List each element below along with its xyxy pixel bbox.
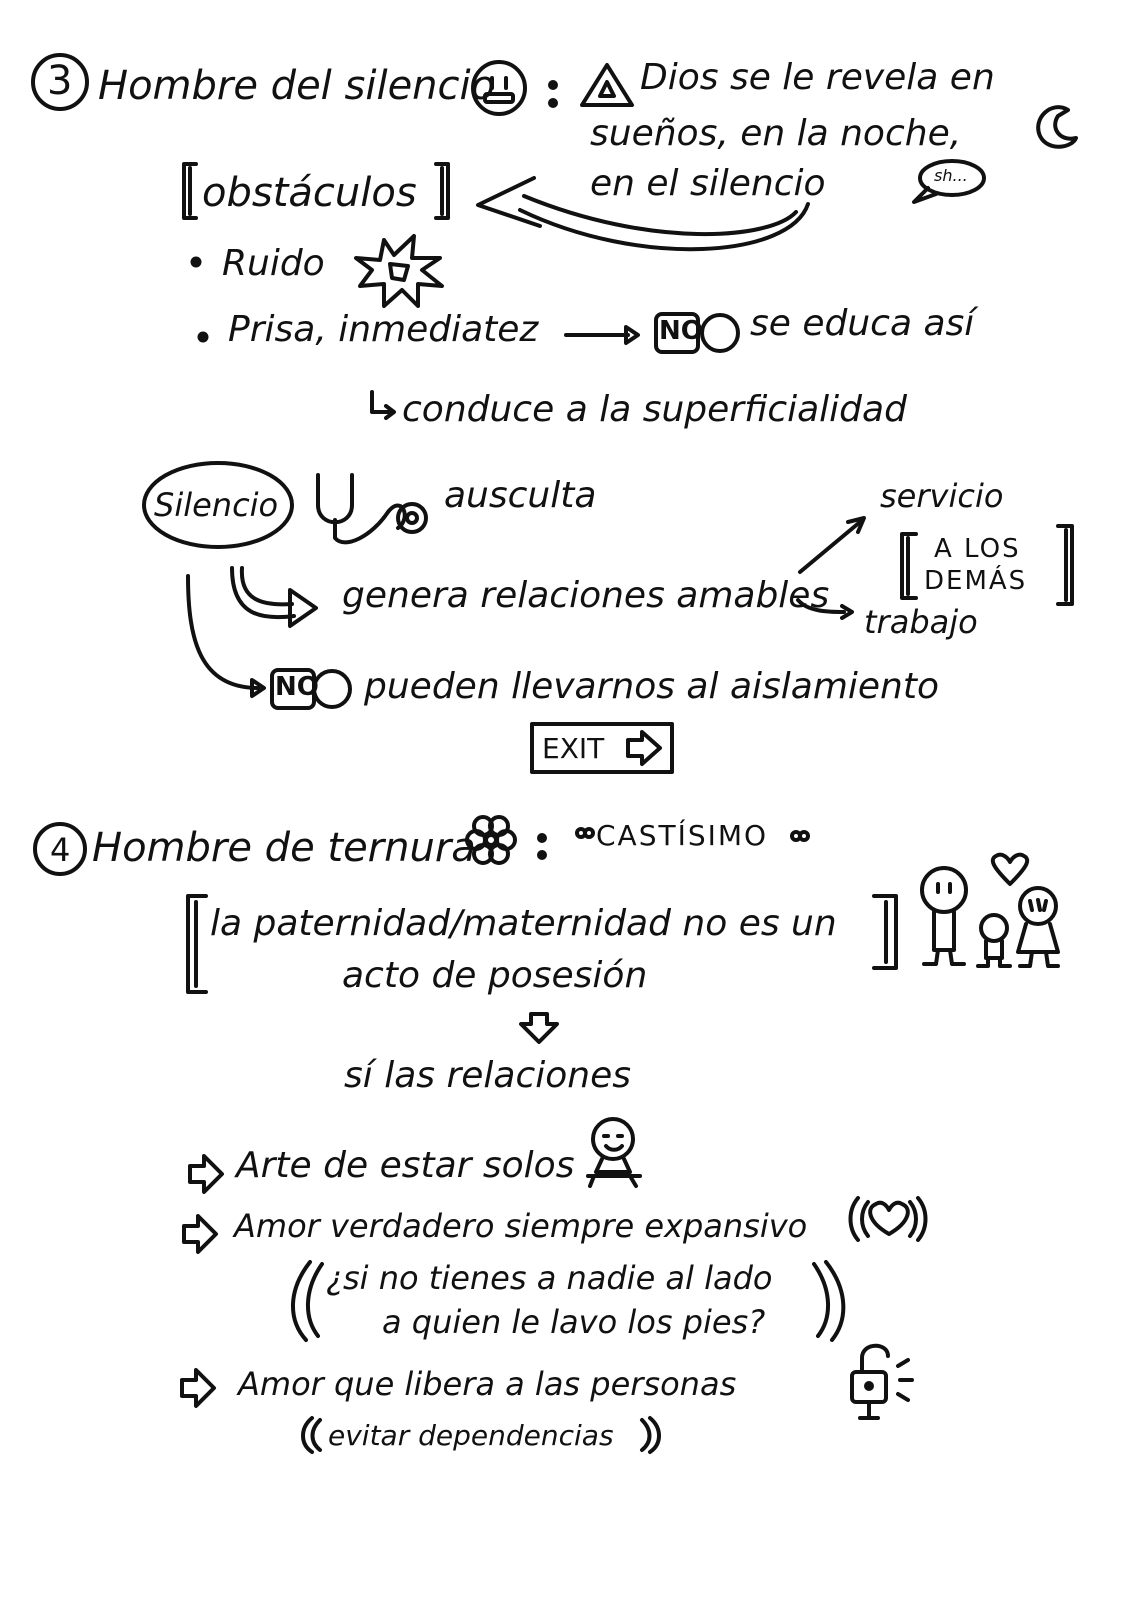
trabajo: trabajo: [864, 603, 978, 641]
shh-bubble-text: sh...: [934, 166, 968, 185]
silence-oval-label: Silencio: [154, 486, 279, 524]
genera-relaciones: genera relaciones amables: [342, 575, 830, 616]
no-label-1: NO: [659, 316, 703, 346]
item-arte-estar-solos: Arte de estar solos: [236, 1145, 575, 1186]
question-line-1: ¿si no tienes a nadie al lado: [326, 1259, 773, 1297]
family-icon: [922, 868, 1058, 966]
evitar-dependencias: evitar dependencias: [328, 1419, 614, 1452]
explosion-icon: [356, 236, 442, 306]
explosion-core: [390, 264, 408, 280]
bullets: [193, 259, 207, 341]
question-line-2: a quien le lavo los pies?: [382, 1303, 766, 1341]
arrow-to-servicio: [800, 518, 864, 572]
open-padlock-icon: [852, 1346, 912, 1418]
ausculta: ausculta: [444, 475, 597, 516]
heart-parens: [851, 1198, 926, 1240]
arrow-to-no-1: [566, 327, 638, 343]
item-amor-verdadero: Amor verdadero siempre expansivo: [234, 1207, 808, 1245]
demas: DEMÁS: [924, 566, 1028, 596]
aislamiento: pueden llevarnos al aislamiento: [364, 666, 939, 707]
exit-sign-label: EXIT: [542, 732, 605, 765]
statement-line-2: sueños, en la noche,: [590, 113, 962, 154]
stethoscope-icon: [318, 475, 426, 542]
colon-1: [550, 82, 556, 106]
statement-line-3: en el silencio: [590, 163, 826, 204]
arrow-to-aislamiento: [188, 576, 264, 696]
si-las-relaciones: sí las relaciones: [344, 1055, 632, 1096]
servicio: servicio: [880, 477, 1004, 515]
sitting-person-icon: [588, 1119, 640, 1186]
heart-icon: [993, 855, 1027, 884]
paternidad-line-1: la paternidad/maternidad no es un: [210, 903, 837, 944]
section3-number: 3: [47, 58, 73, 104]
colon-2: [539, 835, 545, 858]
superficialidad: conduce a la superficialidad: [402, 389, 907, 430]
section3-title: Hombre del silencio: [98, 63, 496, 109]
no-label-2: NO: [275, 672, 319, 702]
castisimo: CASTÍSIMO: [596, 819, 769, 852]
bullet-prisa: Prisa, inmediatez: [228, 309, 539, 350]
item-arrows: [182, 1156, 222, 1406]
section4-number: 4: [50, 831, 71, 869]
section4-title: Hombre de ternura: [92, 825, 476, 871]
a-los: A LOS: [934, 534, 1021, 564]
statement-line-1: Dios se le revela en: [640, 57, 995, 98]
sub-arrow-1: [372, 392, 394, 418]
down-arrow-icon: [521, 1014, 557, 1042]
no-se-educa-asi: se educa así: [750, 303, 975, 344]
crescent-moon-icon: [1038, 107, 1076, 147]
paternidad-line-2: acto de posesión: [342, 955, 648, 996]
warning-triangle-icon: [582, 65, 632, 105]
bullet-ruido: Ruido: [222, 243, 325, 284]
item-amor-libera: Amor que libera a las personas: [238, 1365, 737, 1403]
arrow-to-genera: [232, 568, 316, 626]
obstacles-heading: obstáculos: [202, 170, 417, 216]
